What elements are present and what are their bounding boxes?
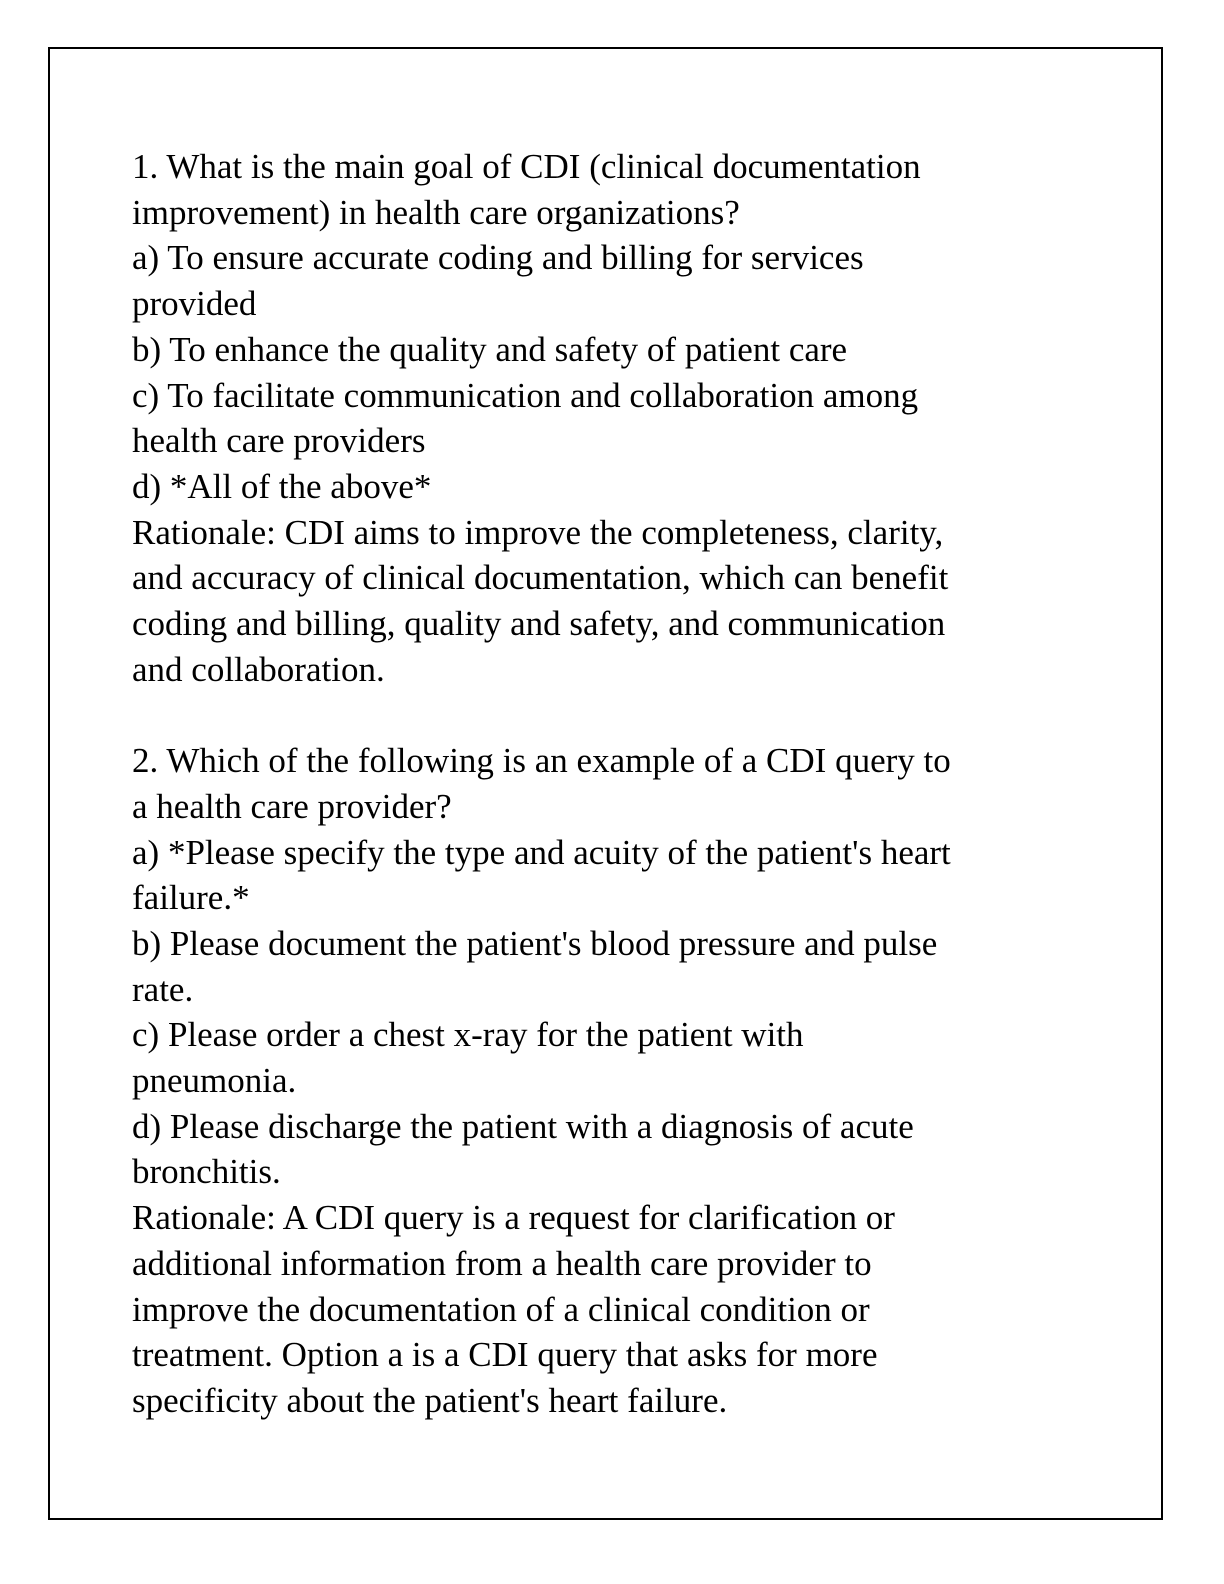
- question-2-option-a: a) *Please specify the type and acuity of the patient's heart: [132, 832, 951, 872]
- question-1-rationale: Rationale: CDI aims to improve the completeness, clarity,: [132, 512, 944, 552]
- question-1-rationale: and collaboration.: [132, 649, 385, 689]
- question-2-option-d: d) Please discharge the patient with a diagnosis of acute: [132, 1106, 914, 1146]
- question-2-option-c: c) Please order a chest x-ray for the patient with: [132, 1015, 804, 1055]
- question-1-option-b: b) To enhance the quality and safety of patient care: [132, 329, 848, 369]
- question-2-stem: a health care provider?: [132, 786, 452, 826]
- paragraph-gap: [132, 692, 1112, 738]
- question-2-option-d: bronchitis.: [132, 1152, 281, 1192]
- question-1-option-d: d) *All of the above*: [132, 466, 432, 506]
- question-1-option-c: health care providers: [132, 421, 426, 461]
- question-2-rationale: specificity about the patient's heart failure.: [132, 1380, 728, 1420]
- question-1-stem: 1. What is the main goal of CDI (clinical documentation: [132, 147, 921, 186]
- question-2-option-a: failure.*: [132, 878, 250, 918]
- question-1-stem: improvement) in health care organizations?: [132, 192, 740, 232]
- question-2-option-b: rate.: [132, 969, 194, 1009]
- question-1-option-c: c) To facilitate communication and collaboration among: [132, 375, 919, 415]
- question-2-rationale: improve the documentation of a clinical condition or: [132, 1289, 870, 1329]
- question-1-option-a: a) To ensure accurate coding and billing for services: [132, 238, 864, 278]
- question-2-rationale: additional information from a health care provider to: [132, 1243, 872, 1283]
- question-1-rationale: and accuracy of clinical documentation, which can benefit: [132, 558, 949, 598]
- question-1-option-a: provided: [132, 284, 257, 324]
- question-2: [132, 738, 1112, 1424]
- document-body: [132, 144, 1112, 1424]
- question-2-stem: 2. Which of the following is an example of a CDI query to: [132, 741, 951, 781]
- question-2-option-c: pneumonia.: [132, 1061, 297, 1101]
- question-1-rationale: coding and billing, quality and safety, and communication: [132, 604, 946, 644]
- question-2-rationale: treatment. Option a is a CDI query that asks for more: [132, 1335, 878, 1375]
- question-1: [132, 144, 1112, 692]
- question-2-rationale: Rationale: A CDI query is a request for clarification or: [132, 1198, 895, 1238]
- question-2-option-b: b) Please document the patient's blood pressure and pulse: [132, 923, 938, 963]
